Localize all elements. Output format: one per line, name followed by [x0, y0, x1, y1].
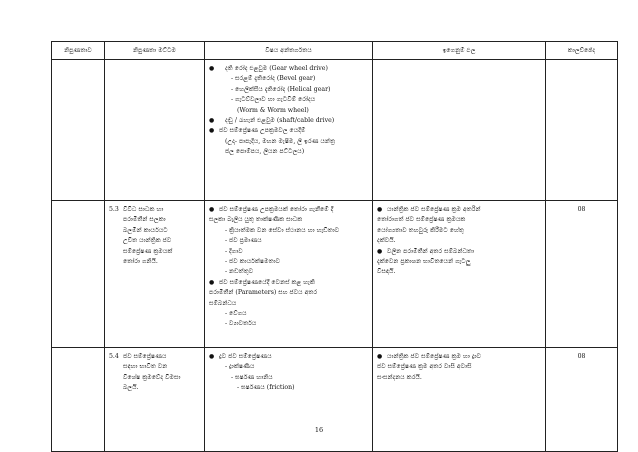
- text-line: සඳහා භාවිත වන: [123, 363, 168, 371]
- list-item: - ඝර්ෂණය (friction): [237, 384, 295, 392]
- competency-cell: [52, 348, 105, 452]
- subject-content-cell: [205, 60, 373, 201]
- competency-level-number: 5.3: [109, 206, 119, 213]
- table-row: [52, 348, 618, 452]
- competency-cell: [52, 201, 105, 348]
- list-item: - සරළම් දැතිරෝද (Bevel gear): [231, 75, 316, 83]
- outcomes-list: [373, 201, 545, 278]
- competency-level: [105, 348, 204, 394]
- competency-level-cell: [105, 60, 205, 201]
- list-item: දැක්වෙන ප්‍රකාශන භාවිතයෙන් ගැටලු: [377, 258, 471, 266]
- list-item: (උදා- පාපැදිය, මහන මැෂිම, ලී ඉරණ යන්ත්‍ර: [225, 137, 335, 145]
- list-item: පරාමිතීන් (Parameters) සහ ජවය අතර: [209, 289, 318, 297]
- list-item: - හෙලික්සීය දැතිරෝද (Helical gear): [231, 85, 331, 93]
- bullet-item: ● ජව සම්ප්‍රේෂණයේදී වෙනස් කළ හැකි: [209, 278, 369, 288]
- bullet-item: ● දඬු / රැහැන් එළවුම (shaft/cable drive): [209, 116, 369, 126]
- list-item: දක්වයි.: [377, 237, 396, 245]
- text-line: සම්ප්‍රේෂණ ක්‍රමයක්: [123, 247, 173, 255]
- periods-cell: [546, 60, 618, 201]
- competency-level-cell: [105, 348, 205, 452]
- bullet-item: ● ජව සම්ප්‍රේෂණ උපක්‍රමයක් තෝරා ගැනීමේ දී: [209, 205, 369, 215]
- list-item: සලකා බැලිය යුතු තාක්ෂණික සාධක: [209, 216, 303, 224]
- competency-level-text: [123, 352, 180, 394]
- list-item: තෝරාගත් ජව සම්ප්‍රේෂණ ක්‍රමයක: [377, 216, 466, 224]
- list-item: - දිගාව: [225, 247, 243, 255]
- text-line: උචිත යාන්ත්‍රික ජව: [123, 237, 172, 245]
- list-item: විසඳයි.: [377, 268, 396, 276]
- list-item: - ව්‍යාවර්තය: [225, 320, 257, 328]
- list-item: සංසන්දනය කරයි.: [377, 373, 422, 381]
- text-line: පරාමිතීන් සලකා: [123, 216, 166, 224]
- list-item: - ජව ප්‍රමාණය: [225, 237, 262, 245]
- syllabus-table: [51, 41, 618, 452]
- list-item: යෝග්‍යතාව තහවුරු කිරීමට හේතු: [377, 226, 464, 234]
- competency-level: [105, 201, 204, 267]
- bullet-item: ● වලින පරාමිතීන් අතර සම්බන්ධතා: [377, 247, 542, 257]
- header-periods: කාලච්ඡේද: [546, 42, 618, 60]
- competency-level-cell: [105, 201, 205, 348]
- competency-level-text: [123, 205, 172, 267]
- content-list: [205, 60, 372, 158]
- list-item: - ක්‍රියාත්මක වන සේවා ස්ථානය හා හැඩිතාව: [225, 226, 340, 234]
- text-line: බලමින් කාර්යයට: [123, 226, 168, 234]
- header-learning-outcomes: ඉගෙනුම් ඵල: [373, 42, 546, 60]
- competency-cell: [52, 60, 105, 201]
- list-item: - වේගය: [225, 310, 247, 318]
- learning-outcomes-cell: [373, 201, 546, 348]
- list-item: - ජව කාර්යක්ෂමතාව: [225, 258, 281, 266]
- periods-value: 08: [577, 353, 586, 360]
- text-line: තෝරා ගනියි.: [123, 258, 158, 266]
- list-item: (Worm & Worm wheel): [237, 106, 309, 114]
- outcomes-list: [373, 348, 545, 383]
- text-line: විශේෂ ක්‍රමවේද විමසා: [123, 373, 181, 381]
- list-item: ජව සම්ප්‍රේෂණ ක්‍රම අතර වාසි අවාසි: [377, 363, 472, 371]
- bullet-item: ● ද්‍රව ජව සම්ප්‍රේෂණය: [209, 352, 369, 362]
- bullet-item: ● දති රෝද එළවුම (Gear wheel drive): [209, 64, 369, 74]
- list-item: - නඩත්තුව: [225, 268, 254, 276]
- subject-content-cell: [205, 201, 373, 348]
- header-competency: නිපුණතාව: [52, 42, 105, 60]
- bullet-item: ● ජව සම්ප්‍රේෂණ උපක්‍රමවල යෙදීම්: [209, 126, 369, 136]
- text-line: විවිධ සාධක හා: [123, 206, 164, 213]
- text-line: ජව සම්ප්‍රේෂණය: [123, 353, 167, 360]
- table-row: [52, 201, 618, 348]
- periods-value: 08: [577, 206, 586, 213]
- list-item: - ගැටව්වලාව හා ගැටවීම් රෝදය: [231, 96, 316, 104]
- list-item: ජල පොම්පය, ලියන පට්ටලය): [225, 148, 305, 156]
- learning-outcomes-cell: [373, 348, 546, 452]
- list-item: - ඝර්ෂණ හානිය: [231, 373, 273, 381]
- competency-level-number: 5.4: [109, 353, 119, 360]
- periods-cell: [546, 348, 618, 452]
- learning-outcomes-cell: [373, 60, 546, 201]
- table-header-row: [52, 42, 618, 60]
- table-row: [52, 60, 618, 201]
- list-item: - ද්‍රාක්ෂණිය: [225, 363, 255, 371]
- subject-content-cell: [205, 348, 373, 452]
- bullet-item: ● යාන්ත්‍රික ජව සම්ප්‍රේෂණ ක්‍රම අතරින්: [377, 205, 542, 215]
- bullet-item: ● යාන්ත්‍රික ජව සම්ප්‍රේෂණ ක්‍රම හා ද්‍රාව: [377, 352, 542, 362]
- page-number: 16: [314, 426, 324, 434]
- text-line: බලයි.: [123, 384, 139, 392]
- content-list: [205, 201, 372, 330]
- content-list: [205, 348, 372, 394]
- list-item: සම්බන්ධය: [209, 299, 237, 307]
- header-subject-content: විෂය අන්තර්ගතය: [205, 42, 373, 60]
- header-competency-level: නිපුණතා මට්ටම: [105, 42, 205, 60]
- periods-cell: [546, 201, 618, 348]
